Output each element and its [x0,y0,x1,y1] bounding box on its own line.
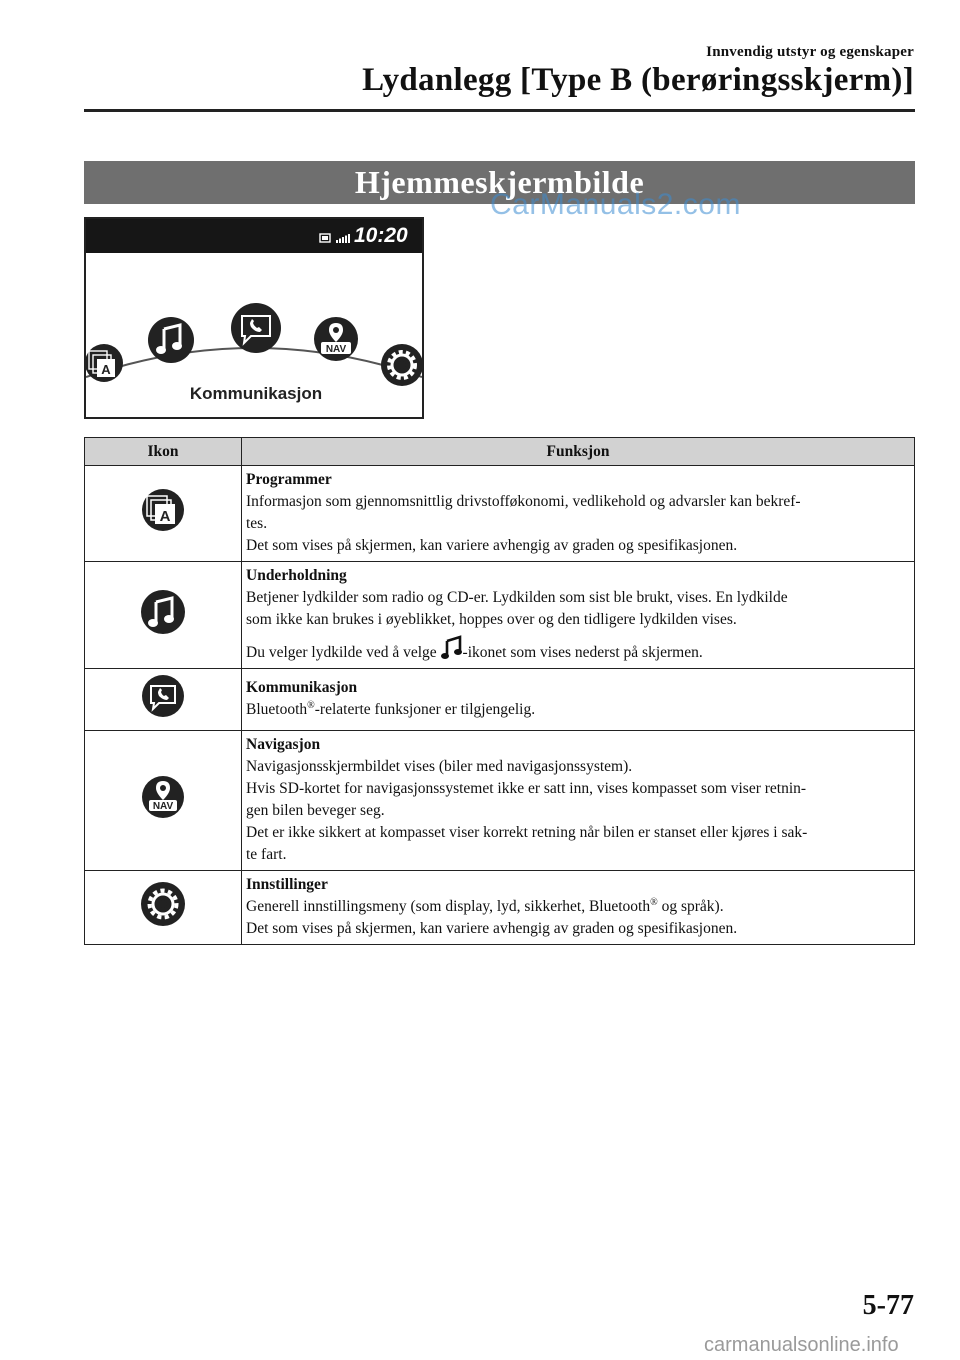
table-row [85,466,915,562]
row-text: Hvis SD-kortet for navigasjonssystemet ikke er satt inn, vises kompasset som viser retnin- [246,780,807,797]
icon-cell [85,669,242,731]
apps-icon [141,488,185,532]
row-text: Det som vises på skjermen, kan variere avhengig av graden og spesifikasjonen. [246,920,738,937]
note-text: Du velger lydkilde ved å velge [246,644,441,661]
function-cell [242,466,915,562]
function-cell [242,871,915,945]
music-note-icon [441,635,463,659]
table-row [85,669,915,731]
row-text: Generell innstillingsmeny (som display, lyd, sikkerhet, Bluetooth® og språk). [246,896,724,915]
table-header-row [85,438,915,466]
section-title: Hjemmeskjermbilde [84,161,915,204]
row-title: Programmer [246,471,332,488]
table-row [85,562,915,669]
svg-text:NAV: NAV [325,344,347,355]
row-text: gen bilen beveger seg. [246,802,385,819]
icon-cell [85,562,242,669]
icon-cell [85,731,242,871]
apps-icon[interactable] [84,343,124,383]
communication-icon [141,674,185,718]
row-note [246,635,910,664]
screen-label: Kommunikasjon [189,384,323,403]
watermark: CarManuals2.com [490,188,741,221]
function-table [84,437,915,945]
function-cell [242,731,915,871]
row-text: Bluetooth®-relaterte funksjoner er tilgjengelig. [246,699,536,718]
music-icon [140,589,186,635]
table-row [85,731,915,871]
svg-text:NAV: NAV [152,801,174,812]
header-title: Lydanlegg [Type B (berøringsskjerm)] [362,62,914,98]
music-icon[interactable] [146,315,196,365]
row-text: Betjener lydkilder som radio og CD-er. Lydkilden som sist ble brukt, vises. En lydkilde [246,589,788,606]
header-rule [84,109,915,112]
row-title: Navigasjon [246,736,321,753]
svg-text:A: A [101,362,111,377]
row-text: Det som vises på skjermen, kan variere avhengig av graden og spesifikasjonen. [246,537,738,554]
home-screen-illustration [84,217,424,419]
icon-cell [85,466,242,562]
row-text: te fart. [246,846,287,863]
column-header-function: Funksjon [242,438,915,466]
nav-icon [141,775,185,819]
function-cell [242,562,915,669]
row-text: Informasjon som gjennomsnittlig drivstofføkonomi, vedlikehold og advarsler kan bekref- [246,493,801,510]
nav-icon[interactable] [312,315,360,363]
function-cell [242,669,915,731]
table-row [85,871,915,945]
icon-cell [85,871,242,945]
row-title: Innstillinger [246,876,328,893]
note-text: -ikonet som vises nederst på skjermen. [462,644,703,661]
column-header-icon: Ikon [85,438,242,466]
communication-icon[interactable] [229,301,283,355]
header-section: Innvendig utstyr og egenskaper [706,44,914,60]
row-text: Navigasjonsskjermbildet vises (biler med navigasjonssystem). [246,758,633,775]
page-number: 5-77 [862,1290,914,1321]
row-text: Det er ikke sikkert at kompasset viser korrekt retning når bilen er stanset eller kjøres i sak- [246,824,808,841]
footer-watermark: carmanualsonline.info [704,1334,899,1356]
row-text: tes. [246,515,268,532]
row-text: som ikke kan brukes i øyeblikket, hoppes over og den tidligere lydkilden vises. [246,611,737,628]
row-title: Underholdning [246,567,347,584]
settings-icon[interactable] [380,343,424,387]
svg-text:A: A [159,508,171,525]
row-title: Kommunikasjon [246,679,358,696]
clock: 10:20 [354,224,408,247]
settings-icon [140,881,186,927]
